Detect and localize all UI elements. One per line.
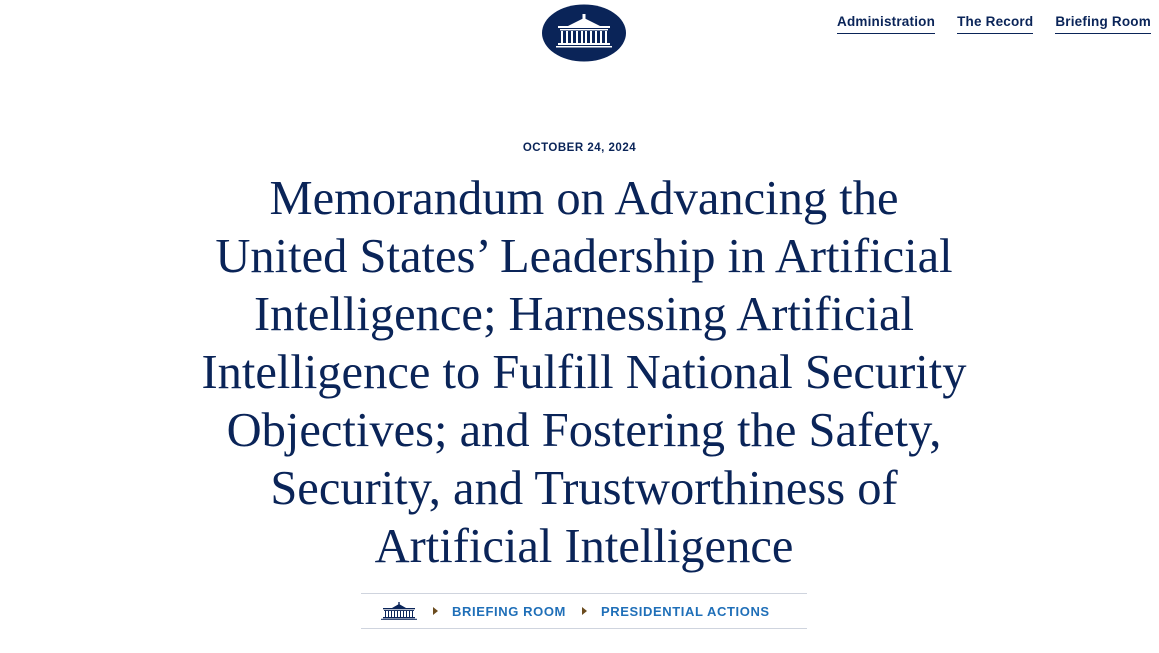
title-line: United States’ Leadership in Artificial — [215, 230, 953, 283]
title-line: Intelligence; Harnessing Artificial — [254, 288, 914, 341]
nav-administration[interactable]: Administration — [837, 14, 935, 34]
breadcrumb-separator-icon — [433, 607, 438, 615]
white-house-logo[interactable] — [542, 4, 626, 62]
title-line: Artificial Intelligence — [374, 520, 794, 573]
title-line: Intelligence to Fulfill National Security — [201, 346, 967, 399]
breadcrumb-presidential-actions[interactable]: PRESIDENTIAL ACTIONS — [600, 603, 770, 619]
title-line: Objectives; and Fostering the Safety, — [226, 404, 942, 457]
white-house-seal-icon — [542, 4, 626, 62]
article-title — [150, 170, 1018, 576]
main-nav — [837, 14, 1151, 34]
nav-briefing-room[interactable]: Briefing Room — [1055, 14, 1151, 34]
breadcrumb — [361, 593, 807, 629]
title-line: Security, and Trustworthiness of — [270, 462, 898, 515]
breadcrumb-separator-icon — [582, 607, 587, 615]
article-date: OCTOBER 24, 2024 — [522, 142, 637, 154]
white-house-icon — [381, 602, 417, 620]
title-line: Memorandum on Advancing the — [269, 172, 899, 225]
breadcrumb-briefing-room[interactable]: BRIEFING ROOM — [452, 603, 566, 619]
nav-the-record[interactable]: The Record — [957, 14, 1033, 34]
breadcrumb-home[interactable] — [381, 602, 417, 620]
